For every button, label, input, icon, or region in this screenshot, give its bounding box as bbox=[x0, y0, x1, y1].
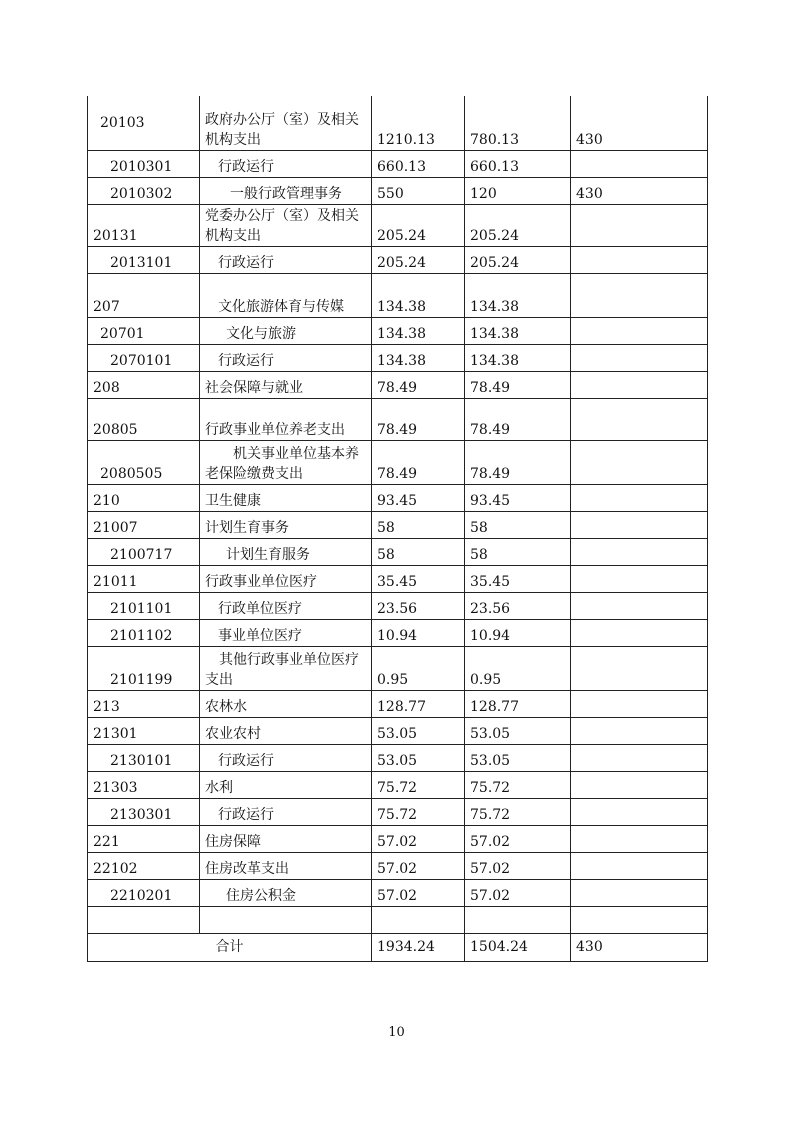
table-row bbox=[88, 150, 708, 177]
project-amount bbox=[571, 273, 708, 317]
subject-code: 20131 bbox=[88, 204, 200, 246]
subject-code: 21007 bbox=[88, 511, 200, 538]
basic-amount: 58 bbox=[465, 511, 571, 538]
basic-amount: 75.72 bbox=[465, 771, 571, 798]
total-amount: 58 bbox=[372, 511, 465, 538]
basic-amount: 660.13 bbox=[465, 150, 571, 177]
total-amount: 660.13 bbox=[372, 150, 465, 177]
project-amount bbox=[571, 538, 708, 565]
subject-name: 其他行政事业单位医疗支出 bbox=[200, 646, 372, 690]
basic-amount: 10.94 bbox=[465, 619, 571, 646]
table-row bbox=[88, 690, 708, 717]
basic-amount: 134.38 bbox=[465, 273, 571, 317]
subject-code: 208 bbox=[88, 371, 200, 398]
project-amount bbox=[571, 511, 708, 538]
subject-name: 行政运行 bbox=[200, 150, 372, 177]
subject-code: 221 bbox=[88, 825, 200, 852]
table-row bbox=[88, 565, 708, 592]
subject-name: 社会保障与就业 bbox=[200, 371, 372, 398]
total-amount: 134.38 bbox=[372, 317, 465, 344]
total-amount: 58 bbox=[372, 538, 465, 565]
table-row bbox=[88, 852, 708, 879]
budget-table bbox=[87, 96, 708, 962]
subject-name: 文化与旅游 bbox=[200, 317, 372, 344]
grand-project-amount: 430 bbox=[571, 933, 708, 961]
basic-amount: 57.02 bbox=[465, 825, 571, 852]
table-row bbox=[88, 371, 708, 398]
total-amount: 550 bbox=[372, 177, 465, 204]
subject-name: 农业农村 bbox=[200, 717, 372, 744]
project-amount bbox=[571, 398, 708, 440]
subject-code: 2100717 bbox=[88, 538, 200, 565]
subject-code: 2013101 bbox=[88, 246, 200, 273]
subject-name: 行政事业单位医疗 bbox=[200, 565, 372, 592]
total-amount: 134.38 bbox=[372, 273, 465, 317]
total-label: 合计 bbox=[88, 933, 372, 961]
subject-code: 21011 bbox=[88, 565, 200, 592]
basic-amount: 134.38 bbox=[465, 317, 571, 344]
table-row bbox=[88, 798, 708, 825]
subject-code: 213 bbox=[88, 690, 200, 717]
project-amount bbox=[571, 852, 708, 879]
project-amount bbox=[571, 592, 708, 619]
subject-name: 一般行政管理事务 bbox=[200, 177, 372, 204]
project-amount: 430 bbox=[571, 177, 708, 204]
table-row bbox=[88, 825, 708, 852]
total-amount: 23.56 bbox=[372, 592, 465, 619]
total-amount: 0.95 bbox=[372, 646, 465, 690]
subject-name: 卫生健康 bbox=[200, 484, 372, 511]
total-amount: 78.49 bbox=[372, 371, 465, 398]
basic-amount: 134.38 bbox=[465, 344, 571, 371]
table-row bbox=[88, 440, 708, 484]
subject-code: 20103 bbox=[88, 96, 200, 150]
subject-code: 2101199 bbox=[88, 646, 200, 690]
total-amount: 78.49 bbox=[372, 398, 465, 440]
subject-name: 行政事业单位养老支出 bbox=[200, 398, 372, 440]
subject-name: 党委办公厅（室）及相关机构支出 bbox=[200, 204, 372, 246]
table-row bbox=[88, 771, 708, 798]
subject-name: 住房公积金 bbox=[200, 879, 372, 906]
basic-amount: 128.77 bbox=[465, 690, 571, 717]
subject-name: 政府办公厅（室）及相关机构支出 bbox=[200, 96, 372, 150]
project-amount bbox=[571, 798, 708, 825]
subject-code: 21303 bbox=[88, 771, 200, 798]
table-row bbox=[88, 273, 708, 317]
table-row bbox=[88, 511, 708, 538]
basic-amount: 57.02 bbox=[465, 879, 571, 906]
subject-code: 207 bbox=[88, 273, 200, 317]
total-amount: 128.77 bbox=[372, 690, 465, 717]
subject-code: 2101101 bbox=[88, 592, 200, 619]
total-row bbox=[88, 933, 708, 961]
basic-amount: 23.56 bbox=[465, 592, 571, 619]
project-amount bbox=[571, 771, 708, 798]
empty-cell bbox=[372, 906, 465, 933]
subject-code: 2010302 bbox=[88, 177, 200, 204]
total-amount: 205.24 bbox=[372, 246, 465, 273]
subject-code: 2130301 bbox=[88, 798, 200, 825]
project-amount bbox=[571, 440, 708, 484]
table-row bbox=[88, 879, 708, 906]
table-row bbox=[88, 717, 708, 744]
project-amount bbox=[571, 744, 708, 771]
subject-name: 计划生育事务 bbox=[200, 511, 372, 538]
empty-cell bbox=[571, 906, 708, 933]
subject-code: 20701 bbox=[88, 317, 200, 344]
project-amount bbox=[571, 825, 708, 852]
project-amount bbox=[571, 646, 708, 690]
subject-name: 行政运行 bbox=[200, 744, 372, 771]
project-amount bbox=[571, 344, 708, 371]
subject-name: 行政单位医疗 bbox=[200, 592, 372, 619]
total-amount: 75.72 bbox=[372, 771, 465, 798]
empty-row bbox=[88, 906, 708, 933]
project-amount bbox=[571, 717, 708, 744]
empty-cell bbox=[88, 906, 200, 933]
table-row bbox=[88, 619, 708, 646]
subject-code: 22102 bbox=[88, 852, 200, 879]
basic-amount: 78.49 bbox=[465, 371, 571, 398]
table-row bbox=[88, 592, 708, 619]
basic-amount: 78.49 bbox=[465, 398, 571, 440]
project-amount bbox=[571, 484, 708, 511]
project-amount bbox=[571, 690, 708, 717]
table-row bbox=[88, 744, 708, 771]
subject-code: 21301 bbox=[88, 717, 200, 744]
total-amount: 53.05 bbox=[372, 744, 465, 771]
total-amount: 205.24 bbox=[372, 204, 465, 246]
project-amount bbox=[571, 619, 708, 646]
basic-amount: 75.72 bbox=[465, 798, 571, 825]
total-amount: 93.45 bbox=[372, 484, 465, 511]
page-number: 10 bbox=[388, 1025, 405, 1040]
project-amount bbox=[571, 150, 708, 177]
subject-code: 2101102 bbox=[88, 619, 200, 646]
total-amount: 57.02 bbox=[372, 825, 465, 852]
total-amount: 10.94 bbox=[372, 619, 465, 646]
subject-name: 计划生育服务 bbox=[200, 538, 372, 565]
total-amount: 57.02 bbox=[372, 852, 465, 879]
basic-amount: 780.13 bbox=[465, 96, 571, 150]
basic-amount: 120 bbox=[465, 177, 571, 204]
subject-name: 住房保障 bbox=[200, 825, 372, 852]
basic-amount: 205.24 bbox=[465, 204, 571, 246]
subject-code: 2010301 bbox=[88, 150, 200, 177]
subject-name: 农林水 bbox=[200, 690, 372, 717]
subject-name: 事业单位医疗 bbox=[200, 619, 372, 646]
subject-code: 2210201 bbox=[88, 879, 200, 906]
subject-name: 文化旅游体育与传媒 bbox=[200, 273, 372, 317]
subject-code: 20805 bbox=[88, 398, 200, 440]
basic-amount: 205.24 bbox=[465, 246, 571, 273]
project-amount: 430 bbox=[571, 96, 708, 150]
basic-amount: 78.49 bbox=[465, 440, 571, 484]
table-row bbox=[88, 96, 708, 150]
project-amount bbox=[571, 371, 708, 398]
table-row bbox=[88, 246, 708, 273]
basic-amount: 53.05 bbox=[465, 717, 571, 744]
table-row bbox=[88, 204, 708, 246]
basic-amount: 35.45 bbox=[465, 565, 571, 592]
total-amount: 78.49 bbox=[372, 440, 465, 484]
subject-name: 行政运行 bbox=[200, 798, 372, 825]
subject-code: 210 bbox=[88, 484, 200, 511]
subject-code: 2070101 bbox=[88, 344, 200, 371]
project-amount bbox=[571, 565, 708, 592]
empty-cell bbox=[200, 906, 372, 933]
grand-total-amount: 1934.24 bbox=[372, 933, 465, 961]
total-amount: 57.02 bbox=[372, 879, 465, 906]
table-row bbox=[88, 398, 708, 440]
subject-name: 水利 bbox=[200, 771, 372, 798]
basic-amount: 53.05 bbox=[465, 744, 571, 771]
basic-amount: 93.45 bbox=[465, 484, 571, 511]
total-amount: 134.38 bbox=[372, 344, 465, 371]
table-row bbox=[88, 344, 708, 371]
grand-basic-amount: 1504.24 bbox=[465, 933, 571, 961]
project-amount bbox=[571, 879, 708, 906]
subject-code: 2130101 bbox=[88, 744, 200, 771]
basic-amount: 58 bbox=[465, 538, 571, 565]
total-amount: 53.05 bbox=[372, 717, 465, 744]
empty-cell bbox=[465, 906, 571, 933]
table-row bbox=[88, 177, 708, 204]
total-amount: 1210.13 bbox=[372, 96, 465, 150]
basic-amount: 0.95 bbox=[465, 646, 571, 690]
table-row bbox=[88, 484, 708, 511]
project-amount bbox=[571, 246, 708, 273]
project-amount bbox=[571, 204, 708, 246]
subject-code: 2080505 bbox=[88, 440, 200, 484]
table-row bbox=[88, 317, 708, 344]
subject-name: 机关事业单位基本养老保险缴费支出 bbox=[200, 440, 372, 484]
project-amount bbox=[571, 317, 708, 344]
table-row bbox=[88, 646, 708, 690]
subject-name: 行政运行 bbox=[200, 246, 372, 273]
table-row bbox=[88, 538, 708, 565]
total-amount: 75.72 bbox=[372, 798, 465, 825]
basic-amount: 57.02 bbox=[465, 852, 571, 879]
subject-name: 行政运行 bbox=[200, 344, 372, 371]
total-amount: 35.45 bbox=[372, 565, 465, 592]
subject-name: 住房改革支出 bbox=[200, 852, 372, 879]
